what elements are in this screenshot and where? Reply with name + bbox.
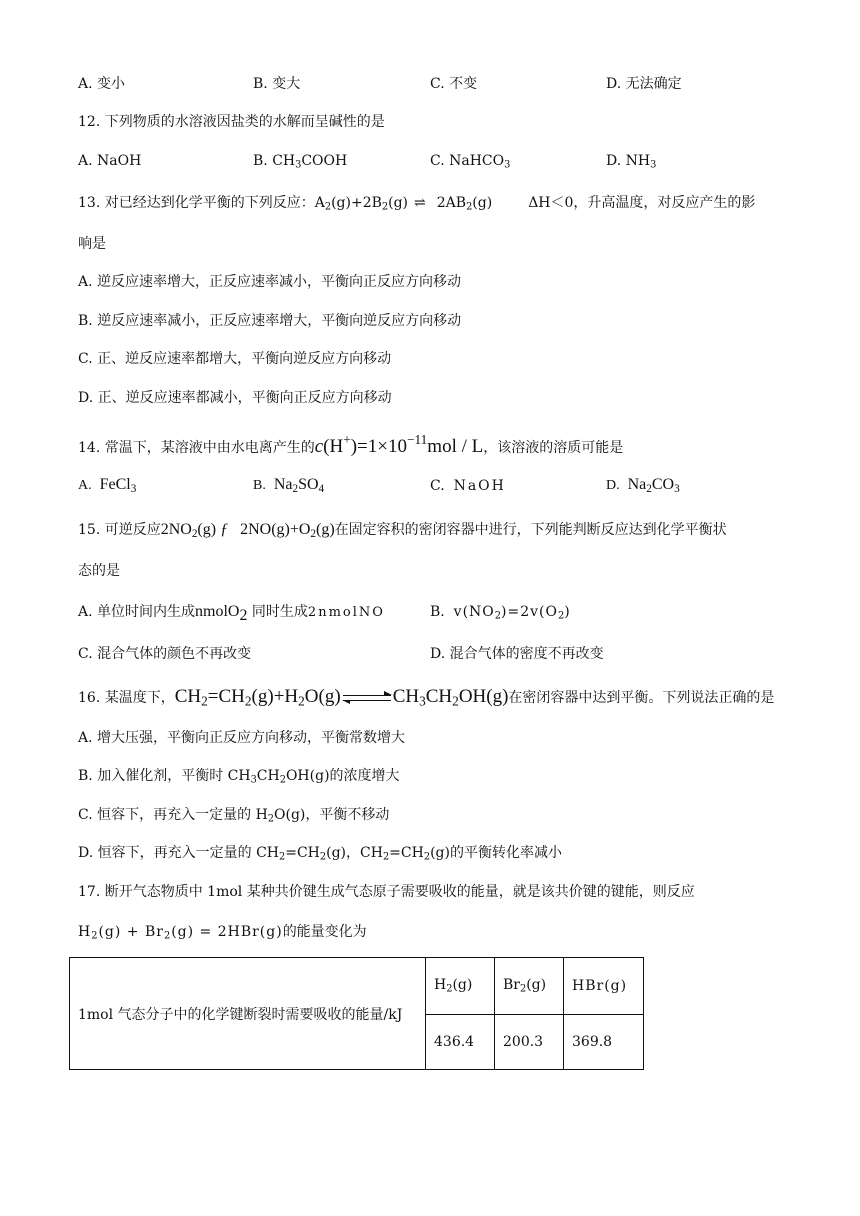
q12-option-a: A. NaOH xyxy=(78,153,142,169)
q16-option-b: B. 加入催化剂，平衡时 $CH_3CH_2OH(g)$的浓度增大 xyxy=(78,768,400,786)
table-header-h2: $H_2(g)$ xyxy=(426,958,495,1015)
q12-stem: 12. 下列物质的水溶液因盐类的水解而呈碱性的是 xyxy=(78,114,385,130)
q15-stem-cont: 态的是 xyxy=(78,563,120,579)
table-row xyxy=(70,958,644,1015)
table-header-br2: $Br_2(g)$ xyxy=(495,958,564,1015)
q16-stem: 16. 某温度下，$CH_2=CH_2(g)+H_2O(g)$ $CH_3CH_2OH(g)$在密闭容器中达到平衡。下列说法正确的是 xyxy=(78,686,775,709)
q16-option-c: C. 恒容下，再充入一定量的 $H_2O(g)$，平衡不移动 xyxy=(78,807,390,825)
q13-option-a: A. 逆反应速率增大，正反应速率减小，平衡向正反应方向移动 xyxy=(78,274,462,290)
equilibrium-f-icon: ƒ xyxy=(220,521,229,538)
q15-option-d: D. 混合气体的密度不再改变 xyxy=(430,646,604,662)
q12-option-b: B. $CH_3COOH$ xyxy=(253,153,348,171)
table-row-label: 1mol 气态分子中的化学键断裂时需要吸收的能量/kJ xyxy=(70,958,426,1070)
q11-option-c: C. 不变 xyxy=(430,76,478,92)
table-cell-br2: 200.3 xyxy=(495,1015,564,1070)
q11-option-b: B. 变大 xyxy=(253,76,301,92)
table-cell-h2: 436.4 xyxy=(426,1015,495,1070)
q17-equation: $H_2(g) + Br_2(g) = 2HBr(g)$ xyxy=(78,924,283,942)
q14-stem: 14. 常温下，某溶液中由水电离产生的$c(H^+)=1\times 10^{-11}mol / L$，该溶液的溶质可能是 xyxy=(78,432,624,457)
q11-option-a: A. 变小 xyxy=(78,76,126,92)
q16-option-d: D. 恒容下，再充入一定量的 $CH_2=CH_2(g)$，$CH_2=CH_2(g)$的平衡转化率减小 xyxy=(78,845,562,863)
q17-stem-cont: $H_2(g) + Br_2(g) = 2HBr(g)$的能量变化为 xyxy=(78,924,367,942)
q14-option-b: B. $Na_2SO_4$ xyxy=(253,476,325,495)
q16-equation: $CH_2=CH_2(g)+H_2O(g)$ $CH_3CH_2OH(g)$ xyxy=(174,686,509,709)
q16-option-a: A. 增大压强，平衡向正反应方向移动，平衡常数增大 xyxy=(78,730,406,746)
q15-stem: 15. 可逆反应$2NO_2(g)$ ƒ $2NO(g)+O_2(g)$在固定容积的密闭容器中进行，下列能判断反应达到化学平衡状 xyxy=(78,521,727,540)
q11-option-d: D. 无法确定 xyxy=(606,76,682,92)
q13-equation: $A_2(g)+2B_2(g)$ ⇌ $2AB_2(g)$ xyxy=(314,195,493,213)
q15-option-b: B. $v(NO_2)=2v(O_2)$ xyxy=(430,604,570,622)
table-header-hbr: HBr(g) xyxy=(564,958,644,1015)
q15-equation: $2NO_2(g)$ ƒ $2NO(g)+O_2(g)$ xyxy=(160,521,335,540)
q14-formula: $c(H^+)=1\times 10^{-11}mol / L$ xyxy=(314,432,484,457)
q14-option-d: D. $Na_2CO_3$ xyxy=(606,476,680,495)
bond-energy-table xyxy=(69,957,644,1070)
q13-option-c: C. 正、逆反应速率都增大，平衡向逆反应方向移动 xyxy=(78,351,392,367)
table-cell-hbr: 369.8 xyxy=(564,1015,644,1070)
q13-stem: 13. 对已经达到化学平衡的下列反应：$A_2(g)+2B_2(g)$ ⇌ $2AB_2(g)$ ΔH＜0，升高温度，对反应产生的影 xyxy=(78,195,756,213)
q14-option-c: C. NaOH xyxy=(430,478,506,494)
q13-option-b: B. 逆反应速率减小，正反应速率增大，平衡向逆反应方向移动 xyxy=(78,313,462,329)
q15-option-a: A. 单位时间内生成nmolO$_2$ 同时生成2nmolNO xyxy=(78,603,385,624)
q13-option-d: D. 正、逆反应速率都减小，平衡向正反应方向移动 xyxy=(78,390,392,406)
q12-option-c: C. NaHCO$_3$ xyxy=(430,153,511,171)
equilibrium-arrow-icon xyxy=(343,692,391,704)
q12-option-d: D. $NH_3$ xyxy=(606,153,657,171)
equilibrium-arrow-icon: ⇌ xyxy=(414,195,425,211)
q14-option-a: A. FeCl$_3$ xyxy=(78,476,137,495)
q13-stem-cont: 响是 xyxy=(78,236,106,252)
q15-option-c: C. 混合气体的颜色不再改变 xyxy=(78,646,252,662)
q17-stem: 17. 断开气态物质中 1mol 某种共价键生成气态原子需要吸收的能量，就是该共价键的键能，则反应 xyxy=(78,884,695,900)
